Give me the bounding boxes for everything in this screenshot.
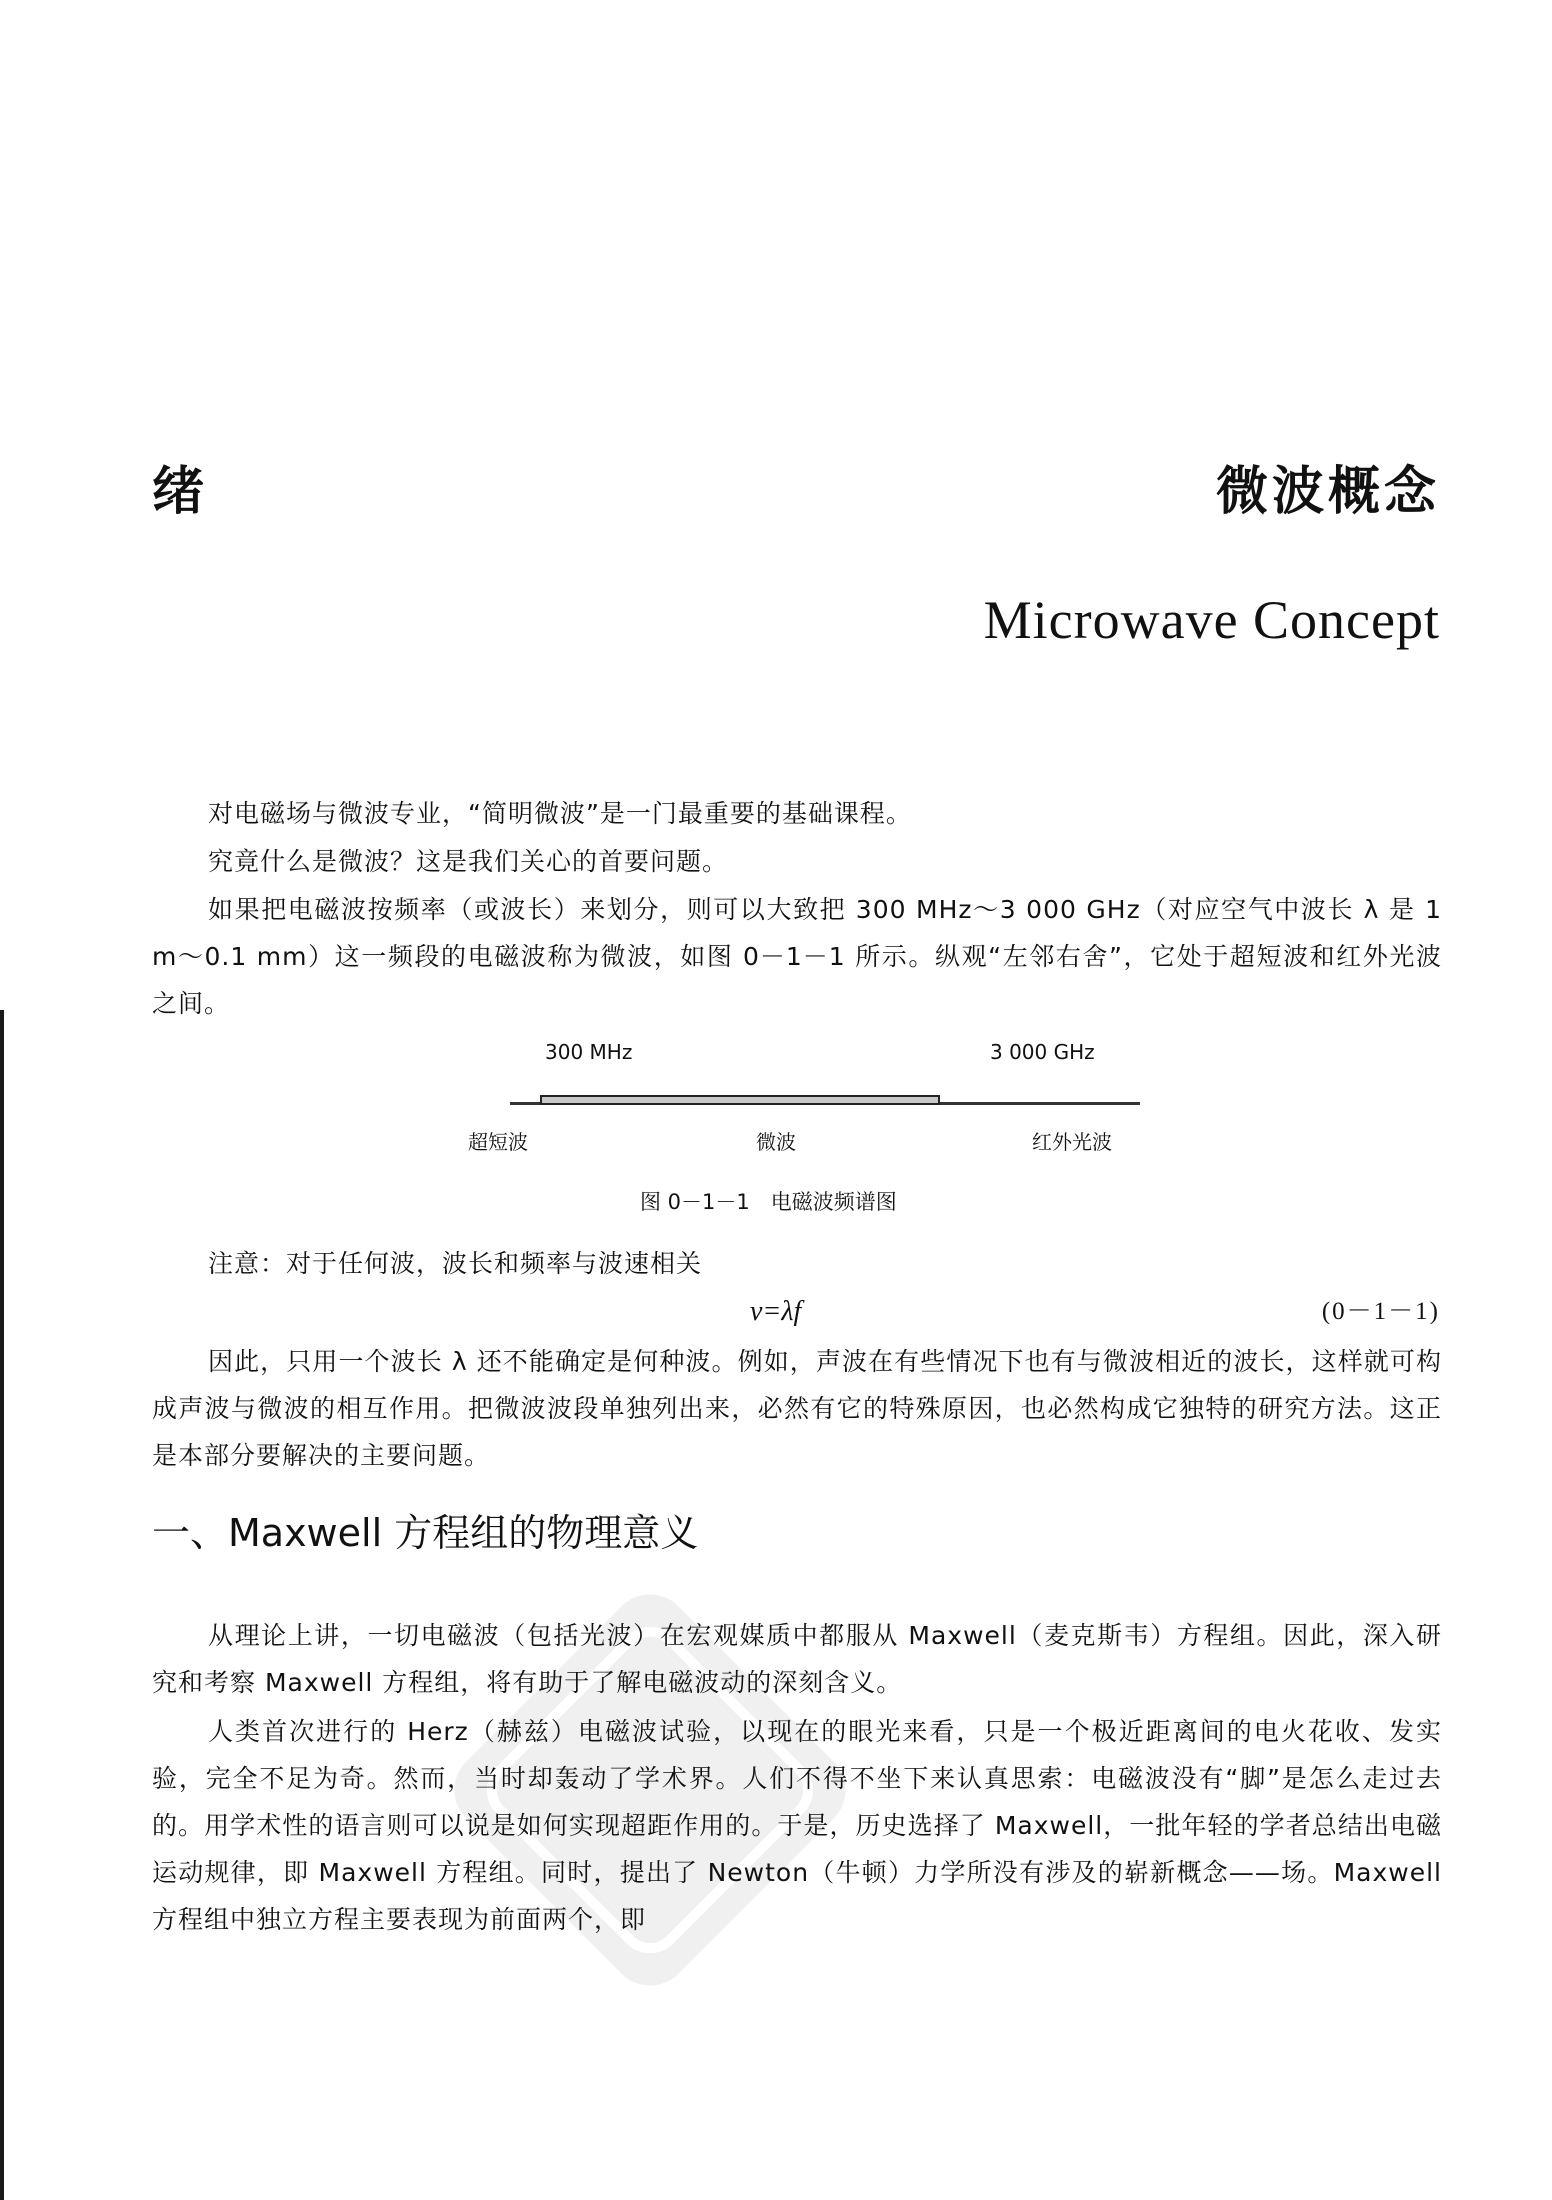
chapter-label: 绪 (152, 462, 205, 522)
freq-high-label: 3 000 GHz (990, 1040, 1095, 1064)
microwave-band-bar (540, 1095, 940, 1105)
figure-caption: 图 0－1－1 电磁波频谱图 (640, 1190, 897, 1214)
chapter-title: 微波概念 (1215, 462, 1440, 522)
band-left-label: 超短波 (468, 1130, 528, 1154)
formula-number: (0－1－1) (1321, 1298, 1440, 1325)
band-center-label: 微波 (756, 1130, 796, 1154)
note-paragraph-1: 注意：对于任何波，波长和频率与波速相关 (208, 1249, 703, 1278)
band-right-label: 红外光波 (1032, 1130, 1112, 1154)
freq-low-label: 300 MHz (545, 1040, 633, 1064)
intro-paragraph-3: 如果把电磁波按频率（或波长）来划分，则可以大致把 300 MHz～3 000 GHz（对应空气中波长 λ 是 1 m～0.1 mm）这一频段的电磁波称为微波，如图 0－1－1 所示。纵观“左邻右舍”，它处于超短波和红外光波之间。 (152, 895, 1442, 1018)
chapter-subtitle: Microwave Concept (983, 590, 1440, 650)
section-heading: 一、Maxwell 方程组的物理意义 (152, 1511, 699, 1555)
formula: v=λf (750, 1296, 802, 1327)
section1-paragraph-1: 从理论上讲，一切电磁波（包括光波）在宏观媒质中都服从 Maxwell（麦克斯韦）方程组。因此，深入研究和考察 Maxwell 方程组，将有助于了解电磁波动的深刻含义。 (152, 1621, 1442, 1697)
intro-paragraph-2: 究竟什么是微波？这是我们关心的首要问题。 (208, 847, 729, 876)
section1-paragraph-2: 人类首次进行的 Herz（赫兹）电磁波试验，以现在的眼光来看，只是一个极近距离间的电火花收、发实验，完全不足为奇。然而，当时却轰动了学术界。人们不得不坐下来认真思索：电磁波没有“脚”是怎么走过去的。用学术性的语言则可以说是如何实现超距作用的。于是，历史选择了 Maxwell，一批年轻的学者总结出电磁运动规律，即 Maxwell 方程组。同时，提出了 Newton（牛顿）力学所没有涉及的崭新概念——场。Maxwell 方程组中独立方程主要表现为前面两个，即 (152, 1717, 1442, 1934)
page-scan-edge (0, 1010, 4, 2200)
note-paragraph-2: 因此，只用一个波长 λ 还不能确定是何种波。例如，声波在有些情况下也有与微波相近的波长，这样就可构成声波与微波的相互作用。把微波波段单独列出来，必然有它的特殊原因，也必然构成它独特的研究方法。这正是本部分要解决的主要问题。 (152, 1347, 1442, 1470)
intro-paragraph-1: 对电磁场与微波专业，“简明微波”是一门最重要的基础课程。 (208, 799, 912, 828)
